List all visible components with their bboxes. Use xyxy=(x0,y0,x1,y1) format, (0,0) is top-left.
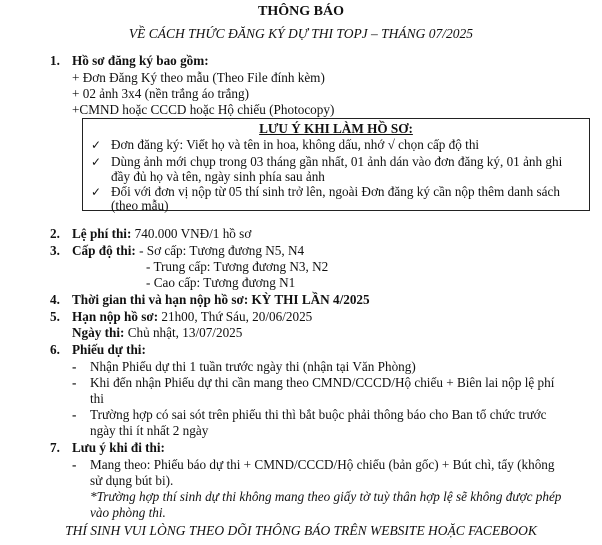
level-item: - Sơ cấp: Tương đương N5, N4 xyxy=(135,243,305,258)
exam-warning-line: vào phòng thi. xyxy=(90,505,166,520)
note-line: Dùng ảnh mới chụp trong 03 tháng gần nhất, 01 ảnh dán vào đơn đăng ký, 01 ảnh ghi xyxy=(111,154,563,169)
note-line: đầy đủ họ và tên, ngày sinh phía sau ảnh xyxy=(111,169,325,184)
note-line: Đối với đơn vị nộp từ 05 thí sinh trở lên, ngoài Đơn đăng ký cần nộp thêm danh sách xyxy=(111,184,560,199)
exam-date-value: Chủ nhật, 13/07/2025 xyxy=(124,325,243,340)
section-3-levels xyxy=(50,243,304,259)
page-subtitle: VỀ CÁCH THỨC ĐĂNG KÝ DỰ THI TOPJ – THÁNG 07/2025 xyxy=(128,26,474,41)
section-4-schedule xyxy=(50,292,370,308)
note-title: LƯU Ý KHI LÀM HỒ SƠ: xyxy=(259,121,413,136)
levels-label: Cấp độ thi: xyxy=(72,243,136,258)
deadline-label: Hạn nộp hồ sơ: xyxy=(72,309,159,324)
schedule-text: Thời gian thi và hạn nộp hồ sơ: KỲ THI LẦN 4/2025 xyxy=(72,292,370,307)
bullet-dash: - xyxy=(72,407,77,422)
section-number: 7. xyxy=(50,440,60,455)
ticket-line: Nhận Phiếu dự thi 1 tuần trước ngày thi (nhận tại Văn Phòng) xyxy=(90,359,416,374)
check-icon: ✓ xyxy=(91,138,102,152)
section-7-exam-notes xyxy=(50,440,165,456)
ticket-line: ngày thi ít nhất 2 ngày xyxy=(90,423,209,438)
section-6-ticket xyxy=(50,342,146,358)
ticket-line: Khi đến nhận Phiếu dự thi cần mang theo CMND/CCCD/Hộ chiếu + Biên lai nộp lệ phí xyxy=(90,375,555,390)
check-icon: ✓ xyxy=(91,155,102,169)
bullet-dash: - xyxy=(72,375,77,390)
section-heading: Hồ sơ đăng ký bao gồm: xyxy=(72,53,209,68)
level-item: - Trung cấp: Tương đương N3, N2 xyxy=(146,259,329,274)
exam-notes-heading: Lưu ý khi đi thi: xyxy=(72,440,165,455)
section-5-deadline xyxy=(50,309,312,325)
exam-date-label: Ngày thi: xyxy=(72,325,125,340)
check-icon: ✓ xyxy=(91,185,102,199)
fee-label: Lệ phí thi: xyxy=(72,226,132,241)
exam-note-line: sử dụng bút bi). xyxy=(90,473,174,488)
section-number: 3. xyxy=(50,243,60,258)
ticket-heading: Phiếu dự thi: xyxy=(72,342,146,357)
bullet-dash: - xyxy=(72,359,77,374)
document-item: + Đơn Đăng Ký theo mẫu (Theo File đính kèm) xyxy=(72,70,325,85)
section-number: 4. xyxy=(50,292,60,307)
exam-note-line: Mang theo: Phiếu báo dự thi + CMND/CCCD/Hộ chiếu (bản gốc) + Bút chì, tẩy (không xyxy=(90,457,555,472)
section-2-fee xyxy=(50,226,251,242)
level-item: - Cao cấp: Tương đương N1 xyxy=(146,275,296,290)
ticket-line: thi xyxy=(90,391,104,406)
deadline-value: 21h00, Thứ Sáu, 20/06/2025 xyxy=(158,309,313,324)
fee-value: 740.000 VNĐ/1 hồ sơ xyxy=(131,226,252,241)
exam-date-line xyxy=(72,325,242,341)
section-number: 5. xyxy=(50,309,60,324)
document-item: + 02 ảnh 3x4 (nền trắng áo trắng) xyxy=(72,86,249,101)
page-title: THÔNG BÁO xyxy=(258,4,344,19)
section-number: 6. xyxy=(50,342,60,357)
ticket-line: Trường hợp có sai sót trên phiếu thi thì bắt buộc phải thông báo cho Ban tổ chức trước xyxy=(90,407,547,422)
footer-notice: THÍ SINH VUI LÒNG THEO DÕI THÔNG BÁO TRÊN WEBSITE HOẶC FACEBOOK xyxy=(65,523,537,538)
note-line: Đơn đăng ký: Viết họ và tên in hoa, không dấu, nhớ √ chọn cấp độ thi xyxy=(111,137,480,152)
section-number: 2. xyxy=(50,226,60,241)
section-1-heading xyxy=(50,53,209,69)
section-number: 1. xyxy=(50,53,60,68)
document-item: +CMND hoặc CCCD hoặc Hộ chiếu (Photocopy) xyxy=(72,102,335,117)
note-line: (theo mẫu) xyxy=(111,198,169,213)
application-note-box xyxy=(82,118,590,211)
exam-warning-line: *Trường hợp thí sinh dự thi không mang theo giấy tờ tuỳ thân hợp lệ sẽ không được phép xyxy=(90,489,562,504)
bullet-dash: - xyxy=(72,457,77,472)
